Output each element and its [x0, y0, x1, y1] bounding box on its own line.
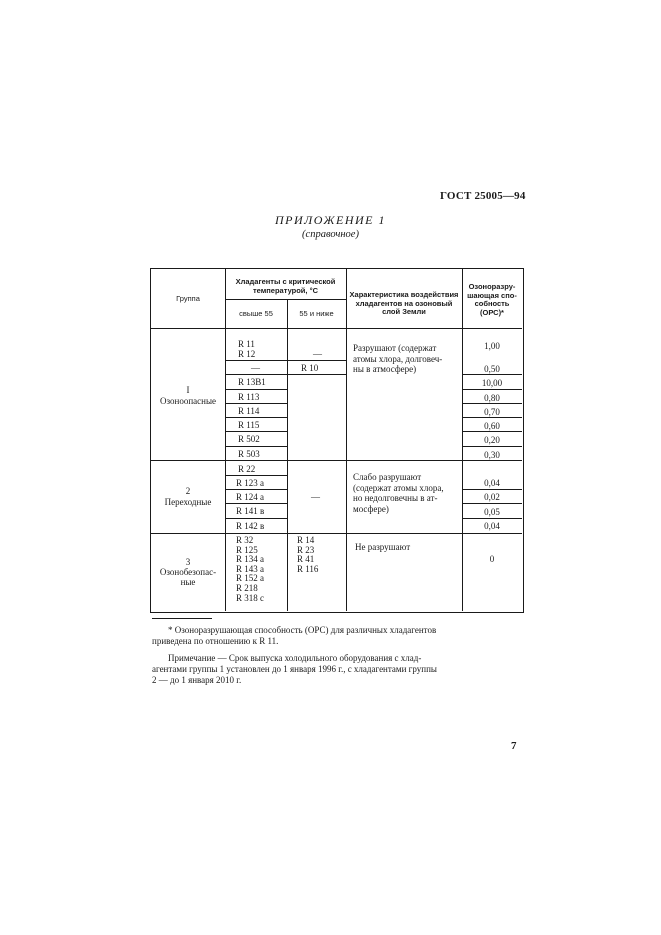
remark-line3: 2 — до 1 января 2010 г. — [152, 675, 242, 685]
refrigerant-cell: R 318 c — [236, 592, 264, 603]
row-divider — [225, 403, 287, 404]
row-divider — [462, 503, 522, 504]
row-divider — [462, 417, 522, 418]
refrigerant-cell: R 502 — [238, 434, 260, 444]
description-line: Слабо разрушают — [353, 472, 422, 482]
refrigerant-cell: R 14 — [297, 535, 315, 545]
group1-label — [151, 385, 225, 407]
description-line: атомы хлора, долговеч- — [353, 353, 443, 364]
group2-number: 2 — [185, 486, 191, 496]
row-divider — [225, 489, 287, 490]
row-divider — [225, 374, 287, 375]
description-line: ны в атмосфере) — [353, 364, 417, 374]
refrigerant-cell: R 13B1 — [238, 377, 266, 387]
document-code: ГОСТ 25005—94 — [440, 190, 526, 202]
odp-cell: 0,80 — [484, 393, 500, 403]
footnote-line1: * Озоноразрушающая способность (ОРС) для различных хладагентов — [168, 625, 437, 635]
odp-cell: 0,04 — [484, 478, 500, 488]
description-line: но недолговечны в ат- — [353, 493, 438, 503]
refrigerant-cell: R 125 — [236, 544, 258, 555]
group2-name: Переходные — [164, 497, 212, 507]
group2-description — [353, 472, 444, 514]
header-ozone-effect-line3: слой Земли — [382, 307, 426, 316]
odp-cell: 0,20 — [484, 435, 500, 445]
refrigerant-cell: R 22 — [238, 464, 256, 474]
odp-cell: 10,00 — [481, 378, 503, 388]
description-line: Разрушают (содержат — [353, 343, 437, 353]
footnote-rule — [152, 618, 212, 619]
refrigerant-cell: — — [313, 349, 322, 359]
group1-number: I — [186, 385, 190, 395]
odp-cell: 0,02 — [484, 492, 500, 502]
remark — [152, 653, 524, 686]
group2-label — [151, 486, 225, 508]
refrigerant-cell: R 12 — [238, 349, 256, 359]
row-divider — [462, 403, 522, 404]
refrigerant-cell: — — [251, 363, 260, 373]
refrigerant-cell: R 134 a — [236, 554, 264, 565]
header-critical-temp-line2: температурой, °С — [252, 285, 319, 295]
refrigerant-cell: R 115 — [238, 420, 260, 430]
description-line: (содержат атомы хлора, — [353, 482, 444, 493]
row-divider — [462, 489, 522, 490]
group3-below-list — [297, 536, 318, 574]
row-divider — [225, 360, 287, 361]
header-above-55: свыше 55 — [239, 309, 273, 318]
refrigerant-table — [150, 268, 524, 613]
odp-cell: 0,70 — [484, 407, 500, 417]
col-divider — [225, 269, 226, 611]
refrigerant-cell: R 143 a — [236, 563, 264, 574]
odp-cell: 0,50 — [484, 364, 500, 374]
refrigerant-cell: R 116 — [297, 563, 319, 574]
remark-line2: агентами группы 1 установлен до 1 января 1996 г., с хладагентами группы — [152, 664, 437, 674]
group3-name-line1: Озонобезопас- — [159, 567, 217, 577]
row-divider — [462, 431, 522, 432]
description-line: мосфере) — [353, 503, 389, 514]
row-divider — [225, 518, 287, 519]
header-ozone-effect-line2: хладагентов на озоновый — [355, 298, 453, 308]
odp-cell: 0,60 — [484, 421, 500, 431]
group3-above-list — [236, 536, 264, 603]
odp-cell: 0,05 — [484, 507, 500, 517]
group3-name-line2: ные — [180, 577, 196, 587]
refrigerant-cell: R 218 — [236, 582, 258, 593]
row-divider — [287, 374, 346, 375]
refrigerant-cell: R 23 — [297, 544, 315, 555]
refrigerant-cell: R 32 — [236, 535, 254, 545]
refrigerant-cell: R 11 — [238, 339, 255, 349]
refrigerant-cell: R 503 — [238, 449, 260, 459]
group1-name: Озоноопасные — [160, 396, 216, 406]
row-divider — [225, 503, 287, 504]
appendix-title: ПРИЛОЖЕНИЕ 1 — [275, 213, 386, 227]
col-divider — [287, 299, 288, 611]
header-odp-line4: (ОРС)* — [480, 307, 504, 317]
appendix-subtitle: (справочное) — [302, 229, 359, 240]
refrigerant-cell: R 142 в — [236, 521, 265, 531]
row-divider — [462, 389, 522, 390]
row-divider — [225, 389, 287, 390]
row-divider — [225, 417, 287, 418]
group1-description — [353, 343, 442, 375]
refrigerant-cell: R 41 — [297, 554, 315, 565]
group3-label — [151, 557, 225, 587]
refrigerant-cell: R 152 a — [236, 573, 264, 584]
header-critical-temp-line1: Хладагенты с критической — [235, 277, 336, 286]
refrigerant-cell: R 123 a — [236, 478, 264, 488]
refrigerant-cell: R 113 — [238, 392, 260, 402]
row-divider — [151, 533, 522, 534]
row-divider — [287, 360, 346, 361]
remark-line1: Примечание — Срок выпуска холодильного оборудования с хлад- — [168, 653, 422, 663]
refrigerant-cell: — — [311, 492, 320, 502]
footnote-line2: приведена по отношению к R 11. — [152, 636, 279, 646]
page-number: 7 — [511, 740, 517, 752]
group3-description: Не разрушают — [355, 542, 411, 552]
header-odp-line2: шающая спо- — [467, 290, 517, 300]
col-divider — [346, 269, 347, 611]
footnote — [152, 625, 524, 647]
header-below-55: 55 и ниже — [299, 309, 334, 318]
row-divider — [462, 446, 522, 447]
odp-cell: 0,30 — [484, 450, 500, 460]
row-divider — [225, 299, 346, 300]
refrigerant-cell: R 141 в — [236, 506, 265, 516]
row-divider — [462, 374, 522, 375]
refrigerant-cell: R 124 a — [236, 492, 264, 502]
header-odp — [462, 283, 522, 317]
refrigerant-cell: R 114 — [238, 406, 260, 416]
row-divider — [151, 460, 522, 461]
header-group: Группа — [176, 294, 200, 303]
row-divider — [462, 518, 522, 519]
odp-cell: 1,00 — [484, 341, 500, 351]
row-divider — [151, 328, 522, 329]
odp-cell: 0,04 — [484, 521, 500, 531]
header-ozone-effect-line1: Характеристика воздействия — [349, 290, 459, 299]
refrigerant-cell: R 10 — [301, 363, 319, 373]
group3-number: 3 — [185, 557, 191, 567]
header-odp-line1: Озоноразру- — [468, 282, 516, 291]
header-critical-temp — [225, 278, 346, 295]
header-ozone-effect — [346, 291, 462, 317]
row-divider — [225, 446, 287, 447]
row-divider — [225, 431, 287, 432]
row-divider — [225, 475, 287, 476]
header-odp-line3: собность — [474, 299, 510, 308]
odp-cell: 0 — [489, 554, 495, 564]
